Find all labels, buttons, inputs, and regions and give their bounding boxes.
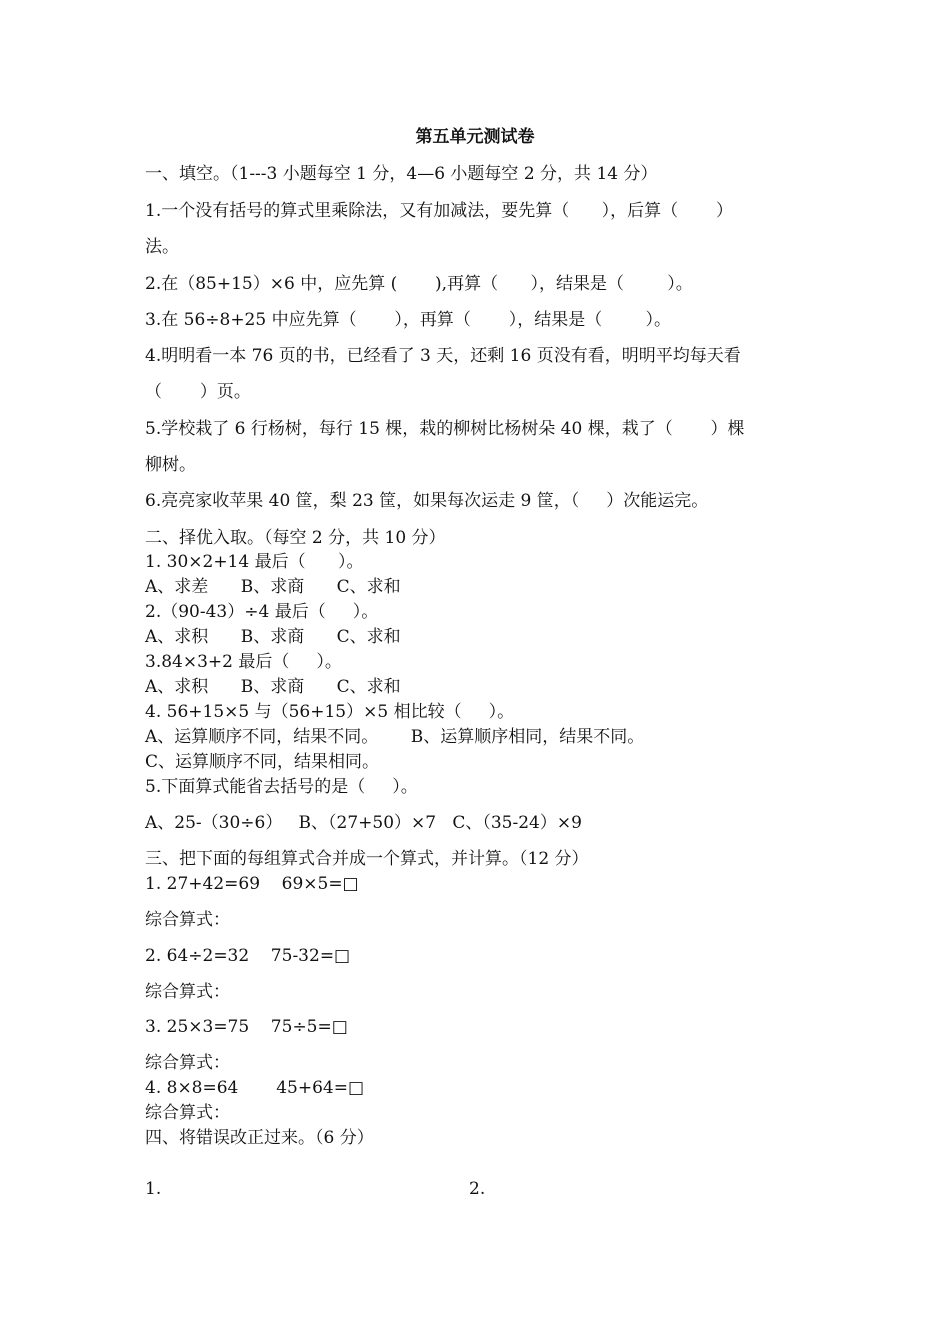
choice-options-3: A、求积 B、求商 C、求和 [145, 677, 401, 697]
combined-formula-label-1: 综合算式： [145, 910, 230, 930]
correction-item-2: 2. [469, 1179, 486, 1199]
choice-options-1: A、求差 B、求商 C、求和 [145, 577, 401, 597]
choice-question-5: 5.下面算式能省去括号的是（ ）。 [145, 777, 418, 797]
combine-question-1: 1. 27+42=69 69×5=□ [145, 874, 359, 894]
fill-question-4-cont: （ ）页。 [145, 382, 251, 402]
combine-question-2: 2. 64÷2=32 75-32=□ [145, 946, 351, 966]
fill-question-5: 5.学校栽了 6 行杨树，每行 15 棵，栽的柳树比杨树朵 40 棵，栽了（ ）棵 [145, 419, 745, 439]
choice-question-1: 1. 30×2+14 最后（ ）。 [145, 552, 364, 572]
choice-options-5: A、25-（30÷6） B、（27+50）×7 C、（35-24）×9 [145, 813, 582, 833]
section1-heading: 一、填空。（1---3 小题每空 1 分，4—6 小题每空 2 分，共 14 分） [145, 164, 658, 184]
fill-question-6: 6.亮亮家收苹果 40 筐，梨 23 筐，如果每次运走 9 筐，（ ）次能运完。 [145, 491, 709, 511]
fill-question-1: 1.一个没有括号的算式里乘除法，又有加减法，要先算（ ），后算（ ） [145, 201, 733, 221]
page-title: 第五单元测试卷 [415, 127, 535, 147]
fill-question-1-cont: 法。 [145, 237, 179, 257]
choice-options-4b: C、运算顺序不同，结果相同。 [145, 752, 380, 772]
combine-question-4: 4. 8×8=64 45+64=□ [145, 1078, 365, 1098]
section3-heading: 三、把下面的每组算式合并成一个算式，并计算。（12 分） [145, 849, 589, 869]
combine-question-3: 3. 25×3=75 75÷5=□ [145, 1017, 348, 1037]
choice-question-2: 2.（90-43）÷4 最后（ ）。 [145, 602, 379, 622]
section4-heading: 四、将错误改正过来。（6 分） [145, 1128, 374, 1148]
fill-question-3: 3.在 56÷8+25 中应先算（ ），再算（ ），结果是（ ）。 [145, 310, 671, 330]
fill-question-2: 2.在（85+15）×6 中，应先算 ( ),再算（ ），结果是（ ）。 [145, 274, 693, 294]
choice-options-4a: A、运算顺序不同，结果不同。 B、运算顺序相同，结果不同。 [145, 727, 645, 747]
correction-item-1: 1. [145, 1179, 162, 1199]
choice-question-4: 4. 56+15×5 与（56+15）×5 相比较（ ）。 [145, 702, 515, 722]
combined-formula-label-2: 综合算式： [145, 982, 230, 1002]
choice-options-2: A、求积 B、求商 C、求和 [145, 627, 401, 647]
choice-question-3: 3.84×3+2 最后（ ）。 [145, 652, 342, 672]
fill-question-4: 4.明明看一本 76 页的书，已经看了 3 天，还剩 16 页没有看，明明平均每天看 [145, 346, 741, 366]
combined-formula-label-3: 综合算式： [145, 1053, 230, 1073]
section2-heading: 二、择优入取。（每空 2 分，共 10 分） [145, 528, 446, 548]
fill-question-5-cont: 柳树。 [145, 455, 196, 475]
combined-formula-label-4: 综合算式： [145, 1103, 230, 1123]
